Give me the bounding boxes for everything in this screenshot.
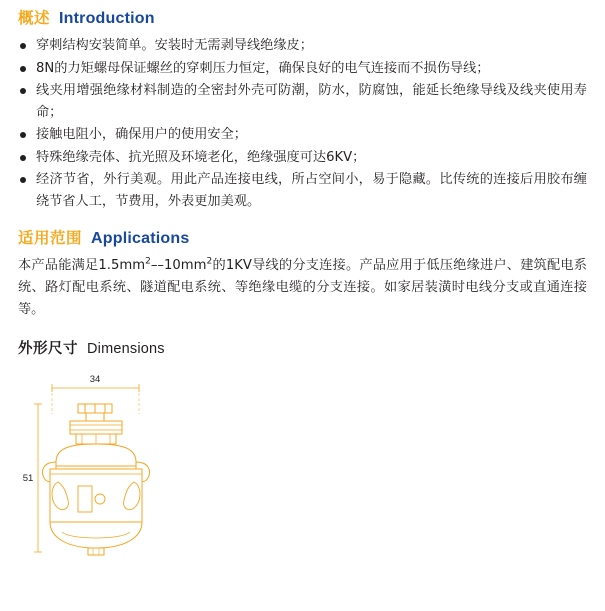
dimension-height-label: 51 — [22, 473, 34, 484]
list-item: 特殊绝缘壳体、抗光照及环境老化，绝缘强度可达6KV； — [18, 147, 587, 169]
introduction-heading — [18, 6, 587, 28]
applications-paragraph-sup1: 2 — [145, 256, 151, 267]
dimensions-drawing — [0, 362, 605, 557]
introduction-heading-en: Introduction — [59, 10, 155, 27]
applications-paragraph-part2: ––10mm — [150, 258, 207, 273]
dimensions-heading — [18, 337, 587, 358]
applications-heading — [18, 226, 587, 248]
applications-paragraph-sup2: 2 — [206, 256, 213, 267]
dimensions-heading-en: Dimensions — [87, 341, 165, 357]
applications-paragraph — [18, 255, 587, 321]
applications-paragraph-part1: 本产品能满足1.5mm — [18, 258, 146, 273]
list-item: 8N的力矩螺母保证螺丝的穿刺压力恒定，确保良好的电气连接而不损伤导线； — [18, 58, 587, 80]
list-item: 线夹用增强绝缘材料制造的全密封外壳可防潮，防水，防腐蚀，能延长绝缘导线及线夹使用寿命； — [18, 80, 587, 123]
applications-heading-cn: 适用范围 — [18, 229, 83, 247]
list-item: 接触电阻小，确保用户的使用安全； — [18, 124, 587, 146]
introduction-heading-cn: 概述 — [18, 9, 51, 27]
dimensions-heading-cn: 外形尺寸 — [18, 341, 78, 357]
list-item: 穿刺结构安装简单。安装时无需剥导线绝缘皮； — [18, 35, 587, 57]
applications-heading-en: Applications — [91, 230, 190, 247]
introduction-bullet-list — [18, 35, 587, 212]
applications-paragraph-part3: 的1KV导线的分支连接。产品应用于低压绝缘进户、建筑配电系统、路灯配电系统、隧道配电系统、等绝缘电缆的分支连接。如家居装潢时电线分支或直通连接等。 — [18, 258, 587, 317]
dimension-width-label: 34 — [89, 374, 101, 385]
list-item: 经济节省，外行美观。用此产品连接电线，所占空间小，易于隐藏。比传统的连接后用胶布缠绕节省人工，节费用，外表更加美观。 — [18, 169, 587, 212]
